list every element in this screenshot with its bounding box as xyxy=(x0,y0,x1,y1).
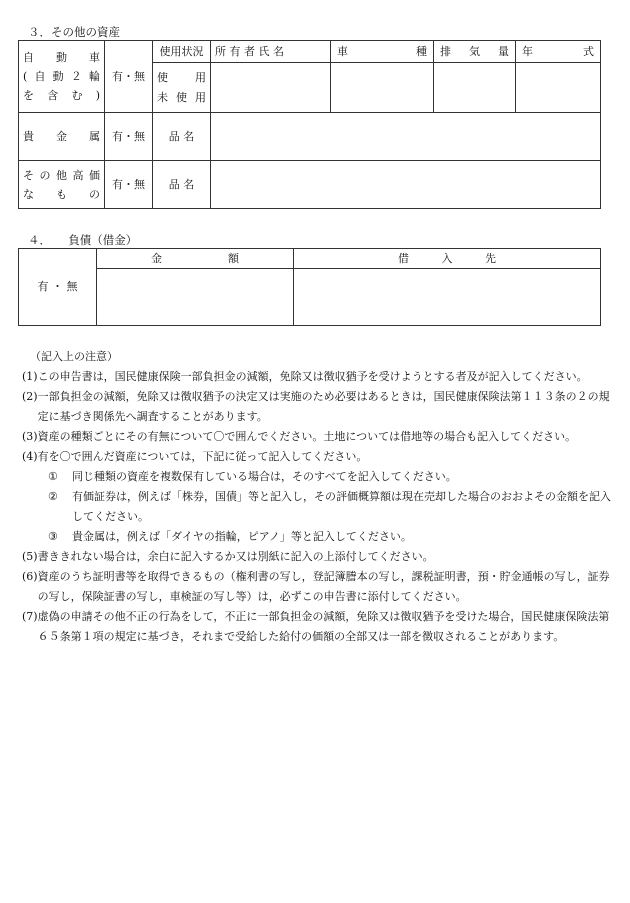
notes-section xyxy=(22,347,612,647)
precious-label: 貴 金 属 xyxy=(19,113,105,161)
note-item: (5) 書ききれない場合は，余白に記入するか又は別紙に記入の上添付してください。 xyxy=(22,550,434,563)
section3-title: ３．その他の資産 xyxy=(28,25,120,39)
car-label: 自 動 車 ( 自 動 ２ 輪 を 含 む ) xyxy=(23,51,100,102)
precious-item-field[interactable] xyxy=(211,113,601,161)
note-subitem: ② 有価証券は，例えば「株券，国債」等と記入し，その評価概算額は現在売却した場合のおおよその金額を記入してください。 xyxy=(48,490,611,523)
amount-field[interactable] xyxy=(97,269,294,326)
amount-header: 金 額 xyxy=(97,249,294,269)
debt-has-toggle[interactable]: 有 ・ 無 xyxy=(19,249,97,326)
valuable-label-cell xyxy=(19,161,105,209)
note-item: (2) 一部負担金の減額，免除又は徴収猶予の決定又は実施のため必要はあるときは，国民健康保険法第１１３条の２の規定に基づき関係先へ調査することがあります。 xyxy=(22,390,610,423)
note-item: (3) 資産の種類ごとにその有無について〇で囲んでください。土地については借地等の場合も記入してください。 xyxy=(22,430,577,443)
valuable-has-toggle[interactable]: 有・無 xyxy=(105,161,153,209)
car-has-toggle[interactable]: 有・無 xyxy=(105,41,153,113)
lender-field[interactable] xyxy=(294,269,601,326)
displacement-field[interactable] xyxy=(434,63,516,113)
precious-item-label: 品 名 xyxy=(153,113,211,161)
debt-table xyxy=(18,248,601,326)
type-header: 車 種 xyxy=(331,41,434,63)
displacement-header: 排 気 量 xyxy=(434,41,516,63)
precious-has-toggle[interactable]: 有・無 xyxy=(105,113,153,161)
car-label-cell xyxy=(19,41,105,113)
other-assets-table xyxy=(18,40,601,209)
note-subitem: ① 同じ種類の資産を複数保有している場合は，そのすべてを記入してください。 xyxy=(48,470,457,483)
model-year-field[interactable] xyxy=(516,63,601,113)
note-item: (4) 有を〇で囲んだ資産については，下記に従って記入してください。 xyxy=(22,450,368,463)
notes-heading: （記入上の注意） xyxy=(30,350,118,363)
owner-header: 所 有 者 氏 名 xyxy=(211,41,331,63)
model-year-header: 年 式 xyxy=(516,41,601,63)
note-item: (6) 資産のうち証明書等を取得できるもの（権利書の写し，登記簿謄本の写し，課税証明書，預・貯金通帳の写し，証券の写し，保険証書の写し，車検証の写し等）は，必ずこの申告書に添付してください。 xyxy=(22,570,610,603)
owner-name-field[interactable] xyxy=(211,63,331,113)
usage-header: 使用状況 xyxy=(153,41,211,63)
valuable-label: そ の 他 高 価 な も の xyxy=(23,168,100,201)
note-item: (1) この申告書は，国民健康保険一部負担金の減額，免除又は徴収猶予を受けようとする者及が記入してください。 xyxy=(22,370,588,383)
lender-header: 借 入 先 xyxy=(294,249,601,269)
valuable-item-label: 品 名 xyxy=(153,161,211,209)
car-type-field[interactable] xyxy=(331,63,434,113)
usage-options[interactable]: 使 用 未 使 用 xyxy=(153,63,211,113)
note-item: (7) 虚偽の申請その他不正の行為をして，不正に一部負担金の減額，免除又は徴収猶予を受けた場合，国民健康保険法第６５条第１項の規定に基づき，それまで受給した給付の価額の全部又は一部を徴収されることがあります。 xyxy=(22,610,610,643)
section4-title: ４． 負債（借金） xyxy=(28,233,138,247)
note-subitem: ③ 貴金属は，例えば「ダイヤの指輪，ピアノ」等と記入してください。 xyxy=(48,530,412,543)
valuable-item-field[interactable] xyxy=(211,161,601,209)
